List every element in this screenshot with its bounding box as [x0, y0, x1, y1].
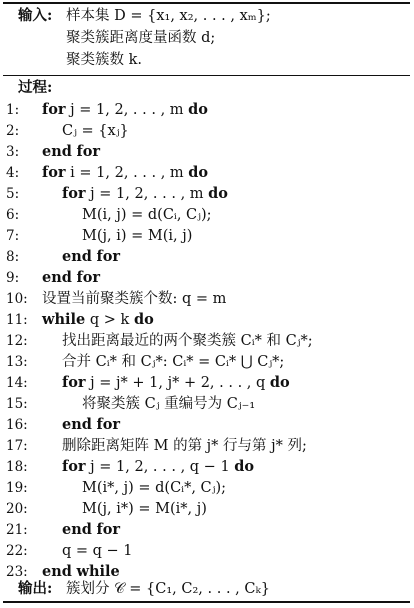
- line-code: M(i*, j) = d(Cᵢ*, Cⱼ);: [82, 480, 227, 496]
- line-code: end while: [42, 563, 120, 580]
- input-text-3: 聚类簇数 k.: [66, 52, 143, 68]
- line-number: 13:: [6, 354, 28, 370]
- line-number: 6:: [6, 207, 20, 223]
- line-number: 5:: [6, 186, 20, 202]
- line-number: 20:: [6, 501, 28, 517]
- line-code: 找出距离最近的两个聚类簇 Cᵢ* 和 Cⱼ*;: [62, 333, 313, 349]
- line-number: 19:: [6, 480, 28, 496]
- line-code: end for: [42, 143, 101, 160]
- line-code: 将聚类簇 Cⱼ 重编号为 Cⱼ₋₁: [82, 396, 256, 412]
- line-code: M(i, j) = d(Cᵢ, Cⱼ);: [82, 207, 212, 223]
- line-number: 15:: [6, 396, 28, 412]
- input-text-2: 聚类簇距离度量函数 d;: [66, 30, 216, 46]
- top-rule: [3, 2, 410, 4]
- line-number: 2:: [6, 123, 20, 139]
- line-number: 8:: [6, 249, 20, 265]
- line-code: while q > k do: [42, 311, 154, 328]
- line-code: M(j, i*) = M(i*, j): [82, 501, 207, 517]
- line-number: 12:: [6, 333, 28, 349]
- input-label: 输入:: [18, 7, 53, 24]
- line-number: 21:: [6, 522, 28, 538]
- line-number: 17:: [6, 438, 28, 454]
- line-code: for j = 1, 2, . . . , m do: [62, 185, 228, 202]
- line-code: M(j, i) = M(i, j): [82, 228, 193, 244]
- output-text: 簇划分 𝒞 = {C₁, C₂, . . . , Cₖ}: [66, 581, 271, 597]
- line-number: 18:: [6, 459, 28, 475]
- line-code: 合并 Cᵢ* 和 Cⱼ*: Cᵢ* = Cᵢ* ⋃ Cⱼ*;: [62, 354, 285, 370]
- line-number: 16:: [6, 417, 28, 433]
- line-number: 22:: [6, 543, 28, 559]
- line-number: 10:: [6, 291, 28, 307]
- line-code: q = q − 1: [62, 543, 133, 559]
- line-code: end for: [62, 248, 121, 265]
- line-number: 3:: [6, 144, 20, 160]
- line-number: 23:: [6, 564, 28, 580]
- line-number: 11:: [6, 312, 28, 328]
- line-code: end for: [42, 269, 101, 286]
- line-code: 设置当前聚类簇个数: q = m: [42, 291, 227, 307]
- line-code: for j = 1, 2, . . . , q − 1 do: [62, 458, 255, 475]
- process-label: 过程:: [18, 79, 53, 96]
- input-text-1: 样本集 D = {x₁, x₂, . . . , xₘ};: [66, 8, 271, 24]
- line-number: 14:: [6, 375, 28, 391]
- line-number: 7:: [6, 228, 20, 244]
- line-code: for j = 1, 2, . . . , m do: [42, 101, 208, 118]
- line-code: Cⱼ = {xⱼ}: [62, 123, 129, 139]
- output-label: 输出:: [18, 580, 53, 597]
- line-number: 9:: [6, 270, 20, 286]
- line-code: 删除距离矩阵 M 的第 j* 行与第 j* 列;: [62, 438, 307, 454]
- line-code: for i = 1, 2, . . . , m do: [42, 164, 209, 181]
- line-code: for j = j* + 1, j* + 2, . . . , q do: [62, 374, 290, 391]
- line-number: 1:: [6, 102, 20, 118]
- line-code: end for: [62, 416, 121, 433]
- middle-rule: [3, 75, 410, 76]
- line-number: 4:: [6, 165, 20, 181]
- bottom-rule: [3, 601, 410, 603]
- line-code: end for: [62, 521, 121, 538]
